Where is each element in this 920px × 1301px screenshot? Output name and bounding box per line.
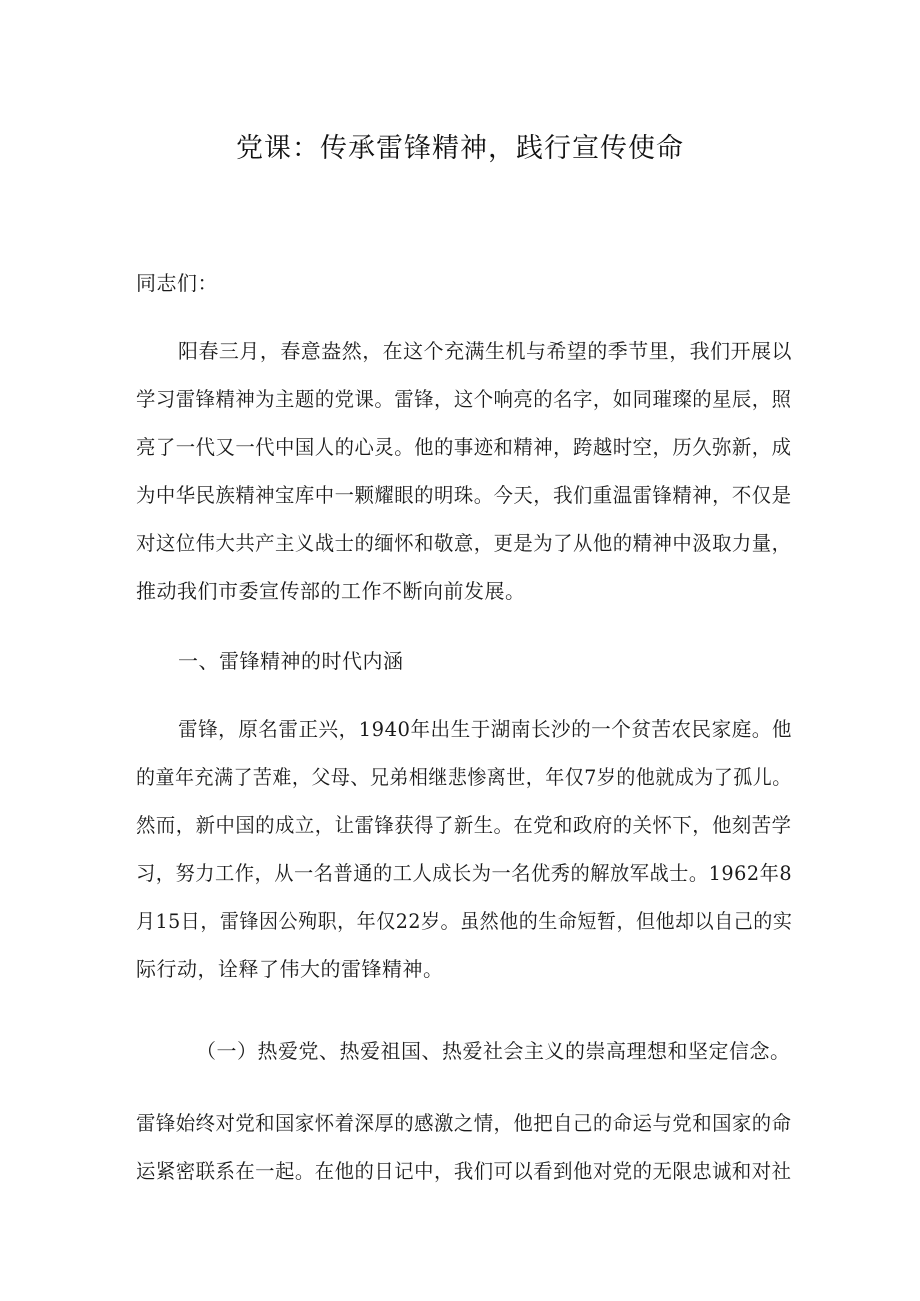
document-title: 党课：传承雷锋精神，践行宣传使命: [236, 133, 684, 164]
paragraph-2-line: 雷锋，原名雷正兴，1940年出生于湖南长沙的一个贫苦农民家庭。他: [178, 717, 792, 741]
paragraph-1-line: 为中华民族精神宝库中一颗耀眼的明珠。今天，我们重温雷锋精神，不仅是: [136, 483, 792, 507]
paragraph-2-line: 然而，新中国的成立，让雷锋获得了新生。在党和政府的关怀下，他刻苦学: [136, 813, 792, 837]
paragraph-2-line: 的童年充满了苦难，父母、兄弟相继悲惨离世，年仅7岁的他就成为了孤儿。: [136, 765, 792, 789]
section-heading: 一、雷锋精神的时代内涵: [178, 649, 404, 673]
paragraph-2-line: 习，努力工作，从一名普通的工人成长为一名优秀的解放军战士。1962年8: [136, 861, 793, 885]
paragraph-1-line: 推动我们市委宣传部的工作不断向前发展。: [136, 579, 526, 603]
paragraph-2-line: 际行动，诠释了伟大的雷锋精神。: [136, 957, 444, 981]
salutation: 同志们：: [136, 271, 218, 295]
paragraph-1-line: 阳春三月，春意盎然，在这个充满生机与希望的季节里，我们开展以: [178, 339, 793, 363]
paragraph-2-line: 月15日，雷锋因公殉职，年仅22岁。虽然他的生命短暂，但他却以自己的实: [136, 909, 793, 933]
paragraph-3-line: 运紧密联系在一起。在他的日记中，我们可以看到他对党的无限忠诚和对社: [136, 1159, 792, 1183]
sub-heading: （一）热爱党、热爱祖国、热爱社会主义的崇高理想和坚定信念。: [196, 1039, 791, 1063]
paragraph-1-line: 亮了一代又一代中国人的心灵。他的事迹和精神，跨越时空，历久弥新，成: [136, 435, 792, 459]
paragraph-1-line: 对这位伟大共产主义战士的缅怀和敬意，更是为了从他的精神中汲取力量，: [136, 531, 792, 555]
paragraph-3-line: 雷锋始终对党和国家怀着深厚的感激之情，他把自己的命运与党和国家的命: [136, 1111, 792, 1135]
paragraph-1-line: 学习雷锋精神为主题的党课。雷锋，这个响亮的名字，如同璀璨的星辰，照: [136, 387, 792, 411]
